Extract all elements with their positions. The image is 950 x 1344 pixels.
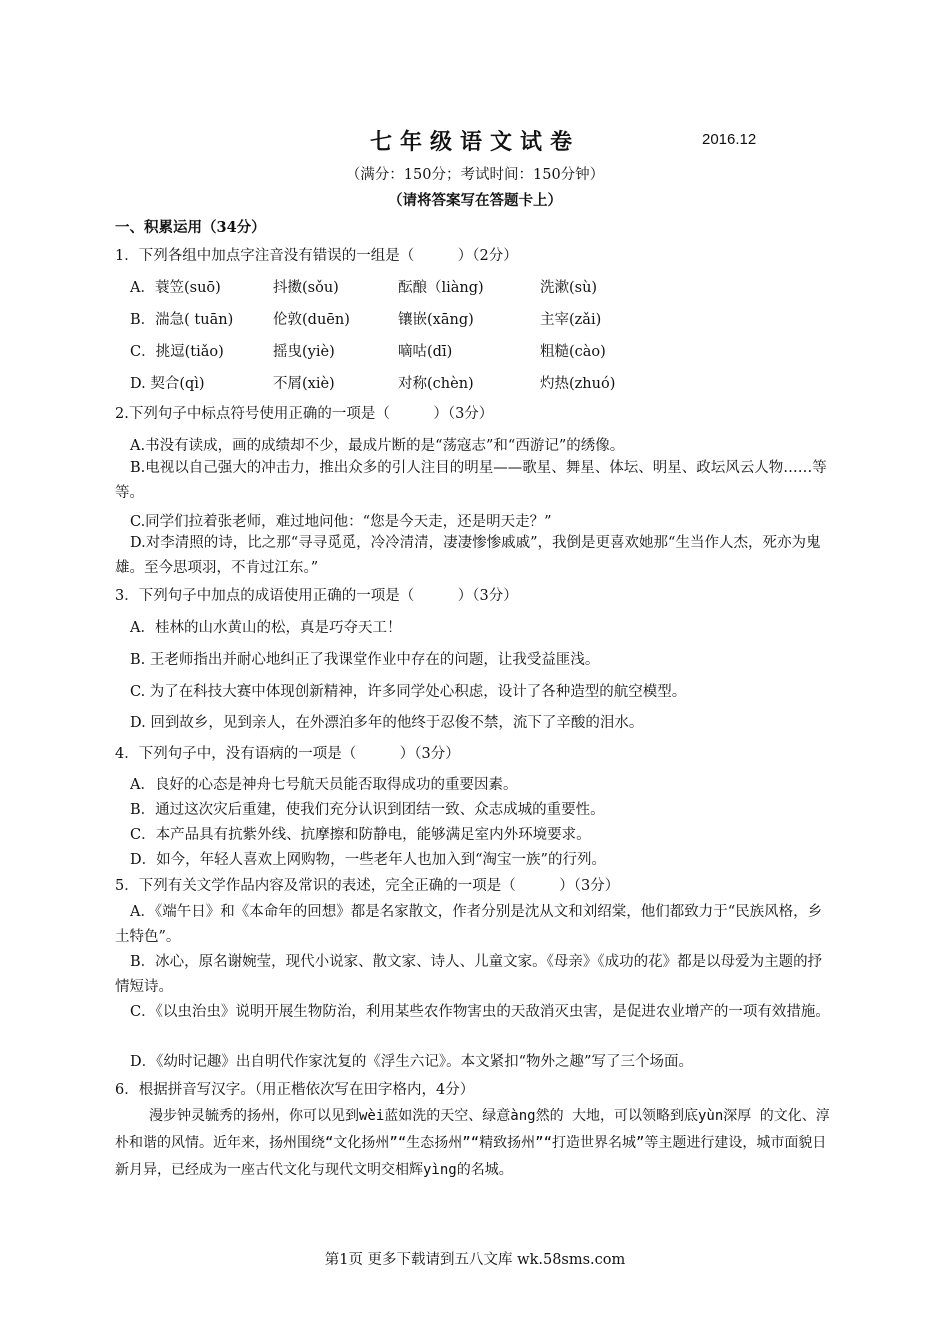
q4-option-c: C．本产品具有抗紫外线、抗摩擦和防静电，能够满足室内外环境要求。 [130, 827, 591, 843]
page-footer: 第1页 更多下载请到五八文库 wk.58sms.com [324, 1252, 626, 1268]
q1-option: 粗糙(cào) [540, 344, 606, 360]
q4-option-d: D．如今，年轻人喜欢上网购物，一些老年人也加入到“淘宝一族”的行列。 [130, 852, 606, 868]
section-heading: 一、积累运用（34分） [115, 219, 266, 236]
q1-option: 摇曳(yiè) [273, 344, 335, 360]
q5-option-c-text: C．《以虫治虫》说明开展生物防治，利用某些农作物害虫的天敌消灭虫害，是促进农业增产的一项有效措施。 [130, 1004, 830, 1020]
q2-option-d [115, 531, 835, 581]
q2-option-a: A.书没有读成，画的成绩却不少，最成片断的是“荡寇志”和“西游记”的绣像。 [130, 438, 625, 454]
q3-option-c: C. 为了在科技大赛中体现创新精神，许多同学处心积虑，设计了各种造型的航空模型。 [130, 684, 687, 700]
q1-option: 嘀咕(dī) [398, 344, 453, 360]
q1-option: 镶嵌(xāng) [398, 312, 474, 328]
question-1-stem: 1．下列各组中加点字注音没有错误的一组是（ ）（2分） [115, 248, 518, 264]
q1-option: D. 契合(qì) [130, 376, 205, 392]
q2-option-d-text: D.对李清照的诗，比之那“寻寻觅觅，冷冷清清，凄凄惨惨戚戚”，我倒是更喜欢她那“生当作人杰，死亦为鬼雄。至今思项羽，不肯过江东。” [115, 535, 821, 576]
q2-option-c: C.同学们拉着张老师，难过地问他：“您是今天走，还是明天走？” [130, 514, 552, 530]
answer-notice: （请将答案写在答题卡上） [388, 192, 562, 209]
q1-option: 抖擞(sǒu) [273, 280, 339, 296]
q1-option: 主宰(zǎi) [540, 312, 602, 328]
q2-option-b [115, 456, 835, 506]
q2-option-b-text: B.电视以自己强大的冲击力，推出众多的引人注目的明星——歌星、舞星、体坛、明星、政坛风云人物……等等。 [115, 460, 827, 501]
q5-option-a [115, 900, 835, 950]
q5-option-b [115, 950, 835, 1000]
exam-date: 2016.12 [702, 131, 757, 148]
question-3-stem: 3．下列句子中加点的成语使用正确的一项是（ ）（3分） [115, 588, 518, 604]
q6-passage [115, 1103, 840, 1184]
q1-option: 灼热(zhuó) [540, 376, 616, 392]
q1-option: A．蓑笠(suō) [130, 280, 221, 296]
question-2-stem: 2.下列句子中标点符号使用正确的一项是（ ）（3分） [115, 406, 494, 422]
q4-option-a: A．良好的心态是神舟七号航天员能否取得成功的重要因素。 [130, 777, 518, 793]
question-6-stem: 6．根据拼音写汉字。（用正楷依次写在田字格内，4分） [115, 1082, 475, 1098]
q1-option: 酝酿（liàng) [398, 280, 484, 296]
q5-option-a-text: A．《端午日》和《本命年的回想》都是名家散文，作者分别是沈从文和刘绍棠，他们都致力于“民族风格，乡土特色”。 [115, 904, 823, 945]
page-title: 七年级语文试卷 [369, 130, 580, 155]
question-4-stem: 4．下列句子中，没有语病的一项是（ ）（3分） [115, 746, 460, 762]
q5-option-b-text: B．冰心，原名谢婉莹，现代小说家、散文家、诗人、儿童文家。《母亲》《成功的花》都是以母爱为主题的抒情短诗。 [115, 954, 823, 995]
q1-option: C．挑逗(tiǎo) [130, 344, 224, 360]
q1-option: 伦敦(duēn) [273, 312, 350, 328]
q1-option: 不屑(xiè) [273, 376, 335, 392]
q5-option-d [115, 1050, 835, 1075]
q1-option: 对称(chèn) [398, 376, 474, 392]
q3-option-b: B. 王老师指出并耐心地纠正了我课堂作业中存在的问题，让我受益匪浅。 [130, 652, 600, 668]
q5-option-c [115, 1000, 835, 1025]
q3-option-a: A．桂林的山水黄山的松，真是巧夺天工！ [130, 620, 402, 636]
q1-option: 洗漱(sù) [540, 280, 598, 296]
q4-option-b: B．通过这次灾后重建，使我们充分认识到团结一致、众志成城的重要性。 [130, 802, 605, 818]
exam-info: （满分：150分；考试时间：150分钟） [345, 167, 605, 183]
question-5-stem: 5．下列有关文学作品内容及常识的表述，完全正确的一项是（ ）（3分） [115, 878, 620, 894]
q6-passage-text: 漫步钟灵毓秀的扬州，你可以见到wèi蓝如洗的天空、绿意àng然的 大地，可以领略到底yùn深厚 的文化、淳朴和谐的风情。近年来，扬州围绕“文化扬州”“生态扬州”“精致扬州”“打造世界名城”等主题进行建设，城市面貌日新月异，已经成为一座古代文化与现代文明交相辉yìng的名城。 [115, 1108, 830, 1178]
q3-option-d: D. 回到故乡，见到亲人，在外漂泊多年的他终于忍俊不禁，流下了辛酸的泪水。 [130, 715, 644, 731]
q1-option: B．湍急( tuān) [130, 312, 234, 328]
q5-option-d-text: D．《幼时记趣》出自明代作家沈复的《浮生六记》。本文紧扣“物外之趣”写了三个场面。 [130, 1054, 693, 1070]
